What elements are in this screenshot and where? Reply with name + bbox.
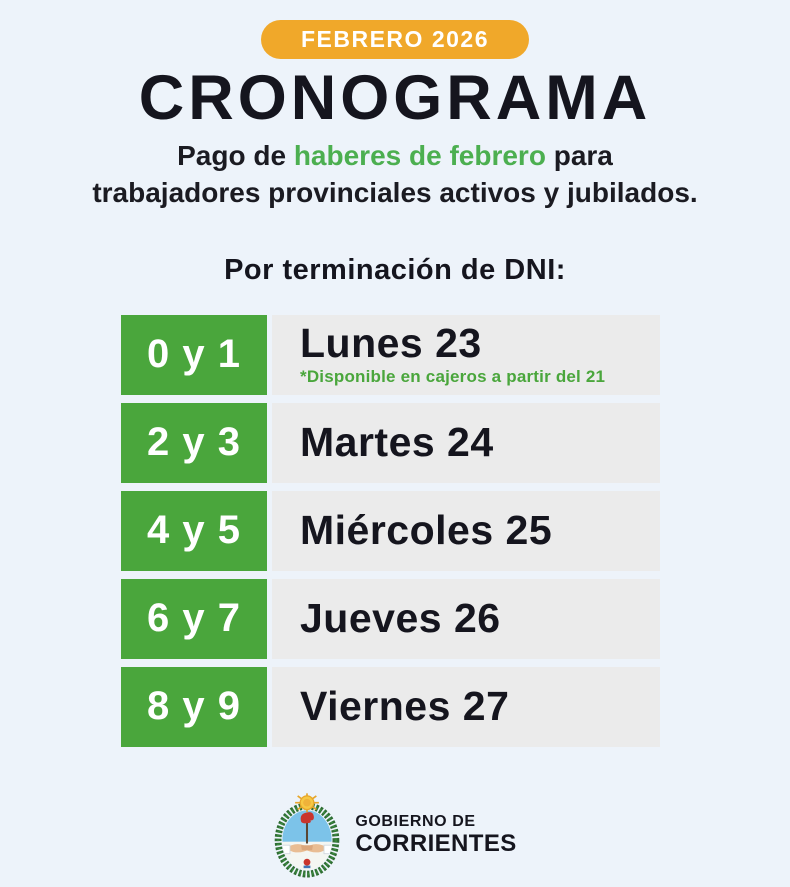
day-label: Jueves 26	[300, 595, 501, 642]
day-cell	[272, 315, 660, 395]
corrientes-coat-of-arms-icon	[273, 792, 341, 878]
org-line1: GOBIERNO DE	[355, 813, 476, 830]
page-title: CRONOGRAMA	[138, 63, 652, 133]
subtitle-line2: trabajadores provinciales activos y jubilados.	[92, 177, 698, 209]
subtitle-highlight: haberes de febrero	[293, 140, 546, 172]
day-cell	[272, 667, 660, 747]
dni-cell: 0 y 1	[121, 315, 267, 395]
badge-wrap	[0, 0, 790, 59]
day-cell	[272, 491, 660, 571]
day-label: Lunes 23	[300, 320, 482, 367]
schedule-row	[121, 667, 660, 747]
availability-note: *Disponible en cajeros a partir del 21	[300, 367, 606, 387]
dni-cell: 4 y 5	[121, 491, 267, 571]
day-label: Viernes 27	[300, 683, 510, 730]
footer	[0, 792, 790, 878]
subtitle-prefix: Pago de	[177, 140, 294, 172]
day-label: Martes 24	[300, 419, 494, 466]
subtitle	[35, 137, 755, 211]
schedule-row	[121, 403, 660, 483]
day-cell	[272, 579, 660, 659]
schedule-row	[121, 579, 660, 659]
day-cell	[272, 403, 660, 483]
org-name	[355, 813, 516, 857]
subtitle-suffix: para	[545, 140, 613, 172]
schedule-row	[121, 315, 660, 395]
month-badge: FEBRERO 2026	[261, 20, 529, 59]
dni-cell: 8 y 9	[121, 667, 267, 747]
sun-icon	[295, 793, 319, 812]
schedule-row	[121, 491, 660, 571]
org-line2: CORRIENTES	[355, 829, 517, 857]
dni-cell: 6 y 7	[121, 579, 267, 659]
dni-cell: 2 y 3	[121, 403, 267, 483]
day-label: Miércoles 25	[300, 507, 553, 554]
schedule-table	[121, 315, 660, 747]
dni-heading: Por terminación de DNI:	[224, 253, 566, 286]
